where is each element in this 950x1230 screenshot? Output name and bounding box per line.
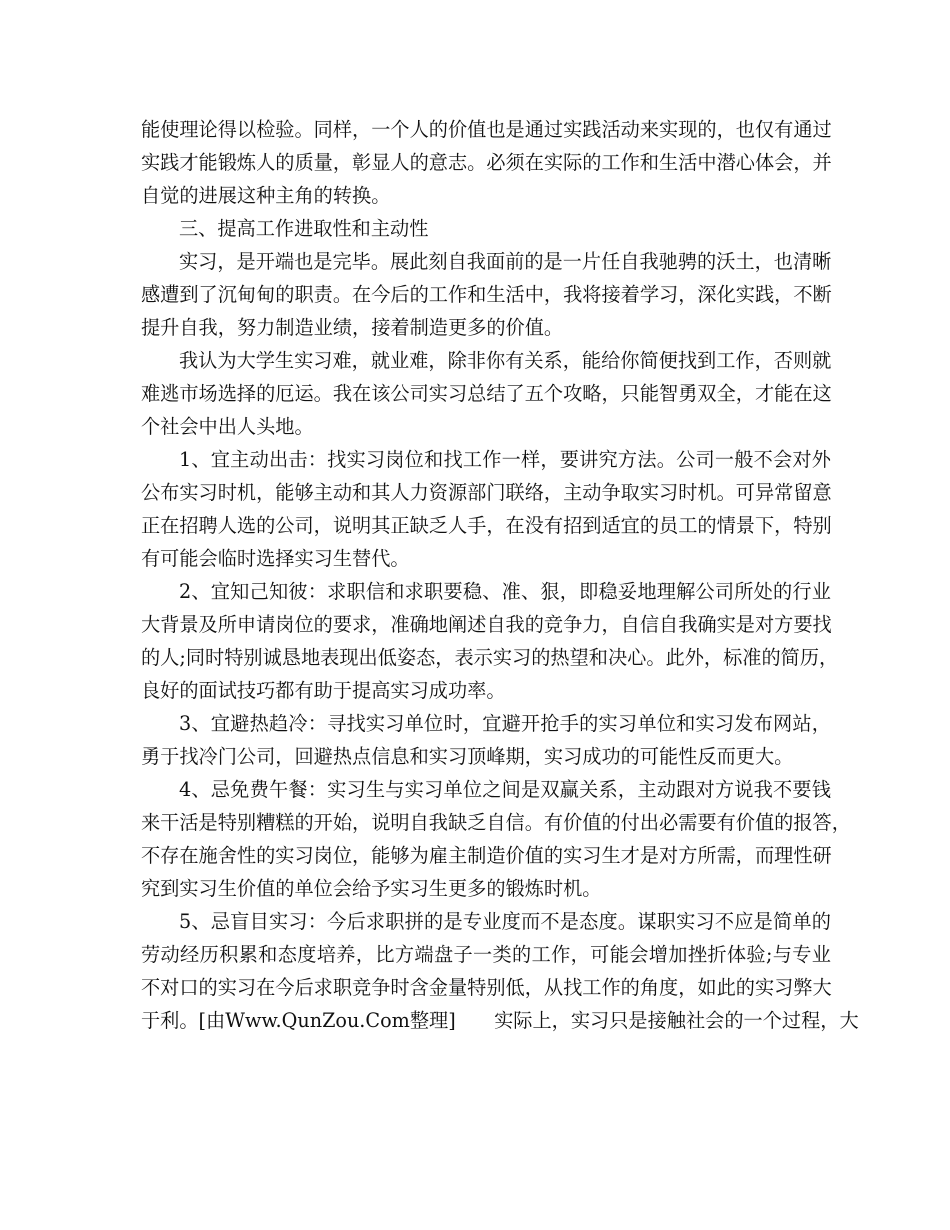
text-line: 自觉的进展这种主角的转换。	[141, 184, 391, 207]
text-line: 有可能会临时选择实习生替代。	[141, 547, 410, 570]
text-line: 4、忌免费午餐：实习生与实习单位之间是双赢关系，主动跟对方说我不要钱	[179, 778, 831, 801]
text-line: 良好的面试技巧都有助于提高实习成功率。	[141, 679, 506, 702]
text-line: 不对口的实习在今后求职竞争时含金量特别低，从找工作的角度，如此的实习弊大	[141, 976, 832, 999]
text-line: 正在招聘人选的公司，说明其正缺乏人手，在没有招到适宜的员工的情景下，特别	[141, 514, 832, 537]
text-line: 实习，是开端也是完毕。展此刻自我面前的是一片任自我驰骋的沃土，也清晰	[179, 250, 832, 273]
text-line: 的人;同时特别诚恳地表现出低姿态，表示实习的热望和决心。此外，标准的简历，	[141, 646, 839, 669]
text-line: 1、宜主动出击：找实习岗位和找工作一样，要讲究方法。公司一般不会对外	[179, 448, 831, 471]
text-line: 难逃市场选择的厄运。我在该公司实习总结了五个攻略，只能智勇双全，才能在这	[141, 382, 832, 405]
text-line: 大背景及所申请岗位的要求，准确地阐述自我的竞争力，自信自我确实是对方要找	[141, 613, 832, 636]
text-line: 不存在施舍性的实习岗位，能够为雇主制造价值的实习生才是对方所需，而理性研	[141, 844, 832, 867]
text-line: 个社会中出人头地。	[141, 415, 314, 438]
text-line: 5、忌盲目实习：今后求职拼的是专业度而不是态度。谋职实习不应是简单的	[179, 910, 831, 933]
text-line: 能使理论得以检验。同样，一个人的价值也是通过实践活动来实现的，也仅有通过	[141, 118, 832, 141]
text-line: 实践才能锻炼人的质量，彰显人的意志。必须在实际的工作和生活中潜心体会，并	[141, 151, 832, 174]
text-line: 来干活是特别糟糕的开始，说明自我缺乏自信。有价值的付出必需要有价值的报答，	[141, 811, 851, 834]
text-line: 感遭到了沉甸甸的职责。在今后的工作和生活中，我将接着学习，深化实践，不断	[141, 283, 832, 306]
text-line: 3、宜避热趋冷：寻找实习单位时，宜避开抢手的实习单位和实习发布网站，	[179, 712, 831, 735]
body-text	[141, 113, 859, 1037]
text-line: 劳动经历积累和态度培养，比方端盘子一类的工作，可能会增加挫折体验;与专业	[141, 943, 831, 966]
text-line: 提升自我，努力制造业绩，接着制造更多的价值。	[141, 316, 564, 339]
text-line: 于利。[由Www.QunZou.Com整理] 实际上，实习只是接触社会的一个过程，大	[141, 1009, 859, 1032]
text-line: 勇于找冷门公司，回避热点信息和实习顶峰期，实习成功的可能性反而更大。	[141, 745, 794, 768]
text-line: 究到实习生价值的单位会给予实习生更多的锻炼时机。	[141, 877, 602, 900]
text-line: 公布实习时机，能够主动和其人力资源部门联络，主动争取实习时机。可异常留意	[141, 481, 832, 504]
text-line: 我认为大学生实习难，就业难，除非你有关系，能给你简便找到工作，否则就	[179, 349, 832, 372]
section-heading: 三、提高工作进取性和主动性	[179, 217, 429, 240]
text-line: 2、宜知己知彼：求职信和求职要稳、准、狠，即稳妥地理解公司所处的行业	[179, 580, 831, 603]
